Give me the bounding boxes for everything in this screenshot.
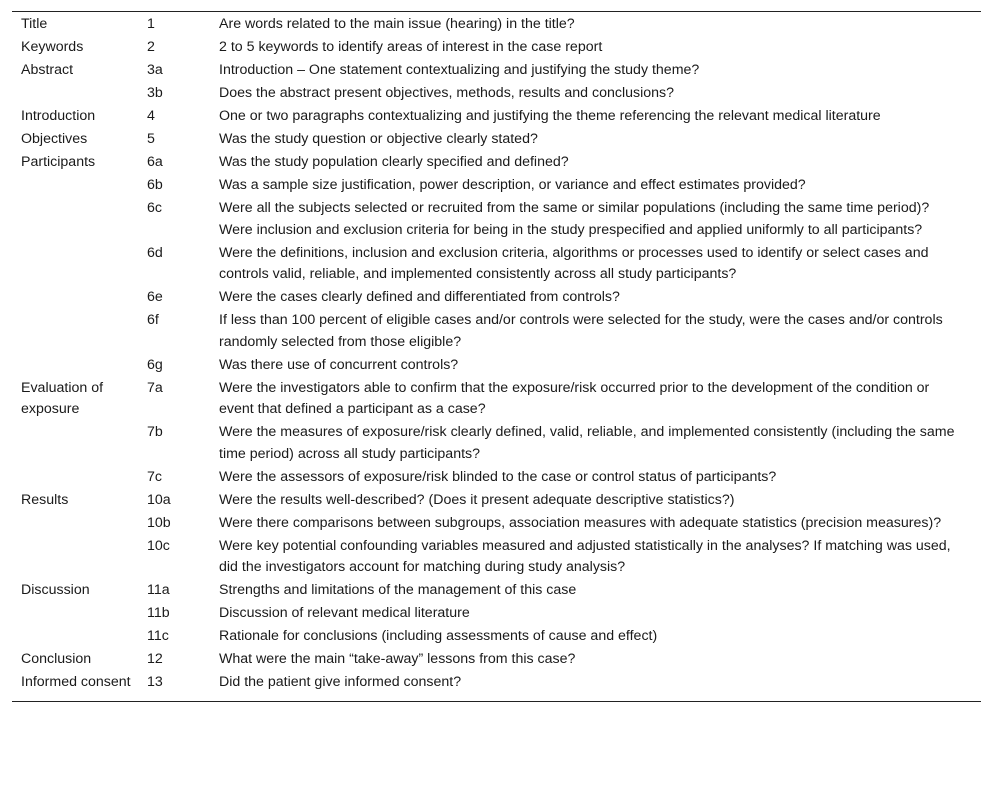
criterion-text-cell: If less than 100 percent of eligible cases and/or controls were selected for the study, were the cases and/or controls randomly selected from those eligible? [219, 312, 943, 350]
criterion-text-cell: Are words related to the main issue (hearing) in the title? [219, 16, 575, 32]
table-row [12, 106, 981, 129]
criterion-text-cell: Were the measures of exposure/risk clearly defined, valid, reliable, and implemented consistently (including the same time period) across all study participants? [219, 424, 955, 462]
table-row [12, 649, 981, 672]
section-cell: Informed consent [21, 674, 131, 690]
criterion-text-cell: Was there use of concurrent controls? [219, 356, 459, 373]
section-cell: Evaluation of exposure [21, 379, 104, 417]
section-cell [12, 603, 147, 626]
item-number-cell: 11b [147, 605, 170, 621]
item-number-cell: 6f [147, 312, 159, 328]
table-row [12, 152, 981, 175]
table-row [12, 14, 981, 37]
criterion-text-cell: Were the assessors of exposure/risk blinded to the case or control status of participants? [219, 468, 777, 485]
table-row [12, 243, 981, 288]
item-number-cell: 6a [147, 154, 163, 170]
table-row [12, 467, 981, 490]
item-number-cell: 4 [147, 108, 155, 124]
item-number-cell: 6c [147, 200, 162, 216]
criterion-text-cell: Rationale for conclusions (including assessments of cause and effect) [219, 628, 658, 644]
criterion-text-cell: What were the main “take-away” lessons from this case? [219, 651, 576, 667]
table-row [12, 513, 981, 536]
table-row [12, 175, 981, 198]
item-number-cell: 6d [147, 244, 163, 261]
table-row [12, 626, 981, 649]
table-row [12, 37, 981, 60]
table-row [12, 422, 981, 467]
table-row [12, 60, 981, 83]
criterion-text-cell: Were the cases clearly defined and differentiated from controls? [219, 289, 620, 305]
section-cell: Introduction [21, 108, 96, 124]
criterion-text-cell: Were key potential confounding variables measured and adjusted statistically in the analyses? If matching was used, did the investigators account for matching during study analysis? [219, 537, 951, 575]
checklist-body [12, 14, 981, 695]
section-cell [12, 83, 147, 106]
section-cell: Keywords [21, 39, 84, 55]
table-row [12, 536, 981, 581]
section-cell [12, 243, 147, 288]
criterion-text-cell: Introduction – One statement contextualizing and justifying the study theme? [219, 62, 700, 78]
criterion-text-cell: One or two paragraphs contextualizing and justifying the theme referencing the relevant medical literature [219, 108, 881, 124]
item-number-cell: 3b [147, 85, 163, 101]
table-row [12, 83, 981, 106]
criterion-text-cell: Were there comparisons between subgroups, association measures with adequate statistics (precision measures)? [219, 514, 942, 531]
item-number-cell: 10a [147, 491, 171, 508]
section-cell [12, 175, 147, 198]
item-number-cell: 12 [147, 651, 163, 667]
item-number-cell: 13 [147, 674, 163, 690]
item-number-cell: 10b [147, 514, 171, 531]
table-row [12, 287, 981, 310]
item-number-cell: 3a [147, 62, 163, 78]
section-cell [12, 513, 147, 536]
item-number-cell: 6b [147, 177, 163, 193]
criterion-text-cell: Was the study population clearly specified and defined? [219, 154, 569, 170]
section-cell [12, 536, 147, 581]
item-number-cell: 6e [147, 289, 163, 305]
criterion-text-cell: Were all the subjects selected or recruited from the same or similar populations (including the same time period)? Were inclusion and exclusion criteria for being in the study prespecified and applied uniformly to all participants? [219, 200, 930, 238]
item-number-cell: 1 [147, 16, 155, 32]
table-row [12, 198, 981, 243]
table-row [12, 672, 981, 695]
section-cell: Abstract [21, 62, 74, 78]
table-row [12, 310, 981, 355]
section-cell [12, 467, 147, 490]
section-cell [12, 287, 147, 310]
section-cell [12, 310, 147, 355]
item-number-cell: 2 [147, 39, 155, 55]
section-cell: Conclusion [21, 651, 92, 667]
section-cell: Title [21, 16, 48, 32]
criterion-text-cell: 2 to 5 keywords to identify areas of interest in the case report [219, 39, 603, 55]
criterion-text-cell: Discussion of relevant medical literature [219, 605, 470, 621]
table-row [12, 378, 981, 423]
criterion-text-cell: Were the results well-described? (Does it present adequate descriptive statistics?) [219, 491, 735, 508]
checklist-grid [12, 14, 981, 695]
item-number-cell: 10c [147, 537, 170, 554]
criterion-text-cell: Were the definitions, inclusion and exclusion criteria, algorithms or processes used to identify or select cases and controls valid, reliable, and implemented consistently across all study participants? [219, 244, 929, 282]
table-row [12, 490, 981, 513]
section-cell [12, 355, 147, 378]
section-cell: Objectives [21, 131, 88, 147]
item-number-cell: 5 [147, 131, 155, 147]
item-number-cell: 11a [147, 582, 170, 598]
criterion-text-cell: Does the abstract present objectives, methods, results and conclusions? [219, 85, 675, 101]
criterion-text-cell: Were the investigators able to confirm that the exposure/risk occurred prior to the development of the condition or event that defined a participant as a case? [219, 379, 930, 417]
table-row [12, 129, 981, 152]
criterion-text-cell: Was a sample size justification, power description, or variance and effect estimates provided? [219, 177, 806, 193]
section-cell [12, 198, 147, 243]
section-cell: Participants [21, 154, 96, 170]
table-row [12, 355, 981, 378]
checklist-table [12, 11, 981, 702]
criterion-text-cell: Strengths and limitations of the management of this case [219, 582, 577, 598]
criterion-text-cell: Was the study question or objective clearly stated? [219, 131, 538, 147]
table-row [12, 603, 981, 626]
item-number-cell: 7a [147, 379, 163, 396]
item-number-cell: 11c [147, 628, 169, 644]
section-cell: Results [21, 491, 69, 508]
item-number-cell: 7b [147, 424, 163, 440]
item-number-cell: 6g [147, 356, 163, 373]
section-cell: Discussion [21, 582, 90, 598]
criterion-text-cell: Did the patient give informed consent? [219, 674, 462, 690]
section-cell [12, 626, 147, 649]
table-row [12, 580, 981, 603]
item-number-cell: 7c [147, 468, 162, 485]
section-cell [12, 422, 147, 467]
